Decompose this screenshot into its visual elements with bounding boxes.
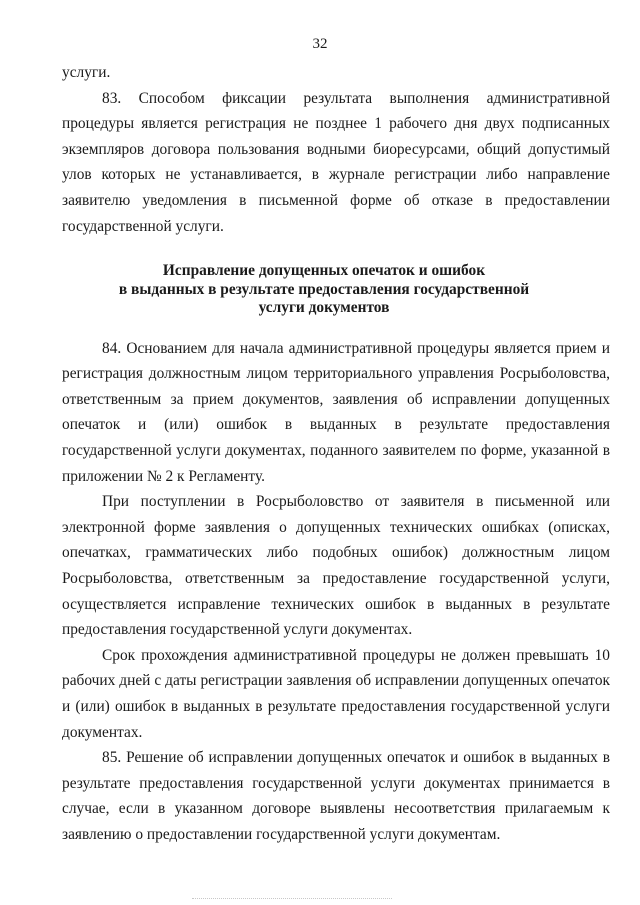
page-number: 32 — [312, 36, 328, 52]
paragraph-84-term: Срок прохождения административной процедуры не должен превышать 10 рабочих дней с даты регистрации заявления об исправлении допущенных опечаток и (или) ошибок в выданных в результате предоставления государственной услуги документах. — [62, 646, 610, 741]
document-body — [62, 60, 610, 848]
section-heading-line-3: услуги документов — [258, 299, 390, 317]
section-heading — [62, 262, 610, 318]
paragraph-83: 83. Способом фиксации результата выполнения административной процедуры является регистрация не позднее 1 рабочего дня двух подписанных экземпляров договора пользования водными биоресурсами, общий допустимый улов которых не устанавливается, в журнале регистрации либо направление заявителю уведомления в письменной форме об отказе в предоставлении государственной услуги. — [62, 89, 610, 235]
paragraph-85: 85. Решение об исправлении допущенных опечаток и ошибок в выданных в результате предоставления государственной услуги документах принимается в случае, если в указанном договоре выявлены несоответствия прилагаемым к заявлению о предоставлении государственной услуги документам. — [62, 749, 610, 843]
paragraph-continuation: услуги. — [62, 64, 111, 81]
paragraph-84: 84. Основанием для начала административной процедуры является прием и регистрация должностным лицом территориального управления Росрыболовства, ответственным за прием документов, заявления об исправлении допущенных опечаток и (или) ошибок в выданных в результате предоставления государственной услуги документах, поданного заявителем по форме, указанной в приложении № 2 к Регламенту. — [62, 339, 610, 485]
section-heading-line-1: Исправление допущенных опечаток и ошибок — [162, 262, 486, 280]
bottom-divider — [192, 898, 392, 900]
section-heading-line-2: в выданных в результате предоставления государственной — [118, 280, 530, 298]
paragraph-84-submission: При поступлении в Росрыболовство от заявителя в письменной или электронной форме заявления о допущенных технических ошибках (описках, опечатках, грамматических либо подобных ошибок) должностным лицом Росрыболовства, ответственным за предоставление государственной услуги, осуществляется исправление технических ошибок в выданных в результате предоставления государственной услуги документах. — [62, 493, 610, 639]
